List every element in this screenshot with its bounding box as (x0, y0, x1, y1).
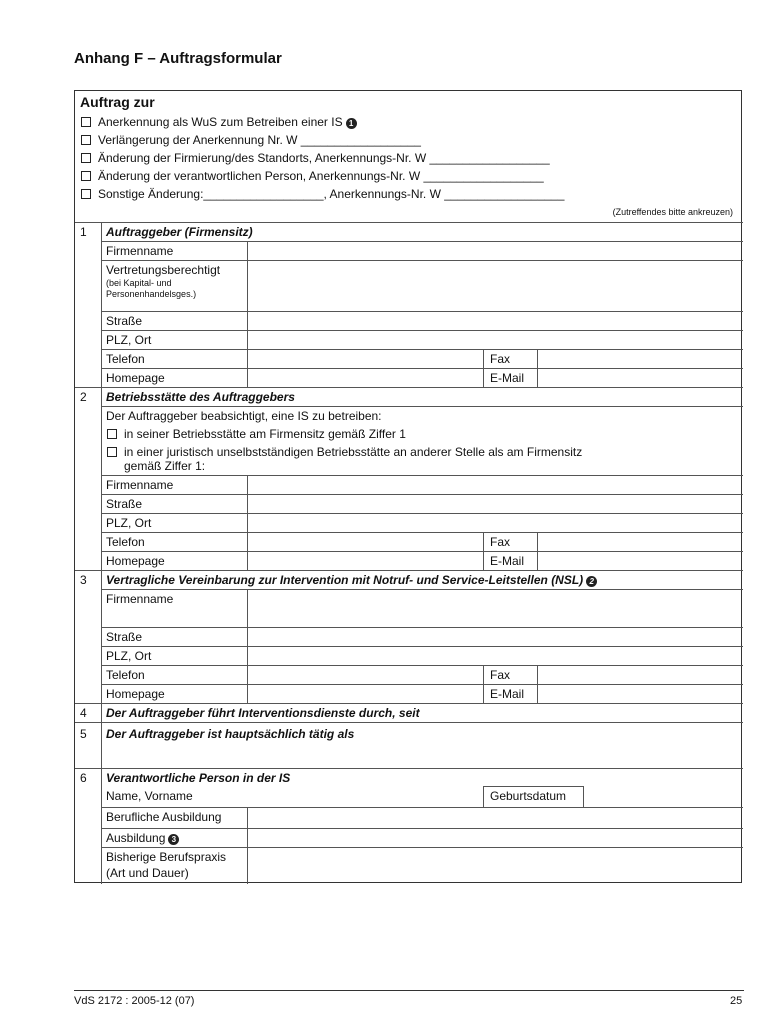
field-label (106, 831, 179, 845)
field-label-text: Ausbildung (106, 831, 166, 845)
order-form (74, 90, 742, 883)
field-label: Bisherige Berufspraxis (106, 850, 227, 864)
section-intro: Der Auftraggeber beabsichtigt, eine IS zu betreiben: (106, 409, 382, 423)
order-heading: Auftrag zur (80, 94, 155, 110)
section-number: 2 (80, 390, 87, 404)
field-label: Straße (106, 630, 143, 644)
option-andere-stelle[interactable]: in einer juristisch unselbstständigen Betriebsstätte an anderer Stelle als am Firmensitz (107, 445, 582, 459)
order-option-firmierung[interactable]: Änderung der Firmierung/des Standorts, Anerkennungs-Nr. W __________________ (81, 151, 550, 165)
field-label: Telefon (106, 535, 145, 549)
field-label: Firmenname (106, 244, 174, 258)
field-label: Firmenname (106, 478, 174, 492)
field-note: (bei Kapital- und (106, 278, 172, 288)
field-label: Straße (106, 314, 143, 328)
section-heading: Verantwortliche Person in der IS (106, 771, 291, 785)
footer-divider (74, 990, 744, 991)
order-option-sonstige[interactable]: Sonstige Änderung:__________________, Anerkennungs-Nr. W __________________ (81, 187, 564, 201)
field-note: Personenhandelsges.) (106, 289, 197, 299)
field-label: E-Mail (490, 371, 525, 385)
field-label: Fax (490, 668, 511, 682)
section-heading: Betriebsstätte des Auftraggebers (106, 390, 295, 404)
footer-doc-id: VdS 2172 : 2005-12 (07) (74, 995, 195, 1007)
order-option-person[interactable]: Änderung der verantwortlichen Person, Anerkennungs-Nr. W __________________ (81, 169, 544, 183)
field-label: (Art und Dauer) (106, 866, 189, 880)
field-label: E-Mail (490, 554, 525, 568)
option-continuation: gemäß Ziffer 1: (124, 459, 206, 473)
field-label: Telefon (106, 352, 145, 366)
checkbox[interactable] (81, 135, 91, 145)
field-label: Homepage (106, 371, 165, 385)
field-label: Geburtsdatum (490, 789, 567, 803)
section-number: 6 (80, 771, 87, 785)
checkbox[interactable] (81, 153, 91, 163)
field-label: Berufliche Ausbildung (106, 810, 222, 824)
field-label: Straße (106, 497, 143, 511)
option-firmensitz[interactable]: in seiner Betriebsstätte am Firmensitz gemäß Ziffer 1 (107, 427, 406, 441)
field-label: E-Mail (490, 687, 525, 701)
order-option-anerkennung[interactable]: Anerkennung als WuS zum Betreiben einer IS 1 (81, 115, 357, 129)
checkbox[interactable] (107, 429, 117, 439)
order-note: (Zutreffendes bitte ankreuzen) (612, 207, 733, 217)
field-label: Name, Vorname (106, 789, 193, 803)
field-label: PLZ, Ort (106, 516, 152, 530)
section-heading-text: Vertragliche Vereinbarung zur Intervention mit Notruf- und Service-Leitstellen (NSL) (106, 573, 584, 587)
page-number: 25 (730, 995, 743, 1007)
section-heading: Der Auftraggeber führt Interventionsdienste durch, seit (106, 706, 420, 720)
checkbox[interactable] (81, 189, 91, 199)
checkbox[interactable] (81, 117, 91, 127)
section-heading (106, 573, 597, 587)
checkbox[interactable] (81, 171, 91, 181)
field-label: Fax (490, 535, 511, 549)
field-label: PLZ, Ort (106, 649, 152, 663)
section-heading: Auftraggeber (Firmensitz) (106, 225, 253, 239)
field-label: Fax (490, 352, 511, 366)
footnote-badge-3: 3 (168, 834, 179, 845)
checkbox[interactable] (107, 447, 117, 457)
footnote-badge-2: 2 (586, 576, 597, 587)
field-label: Homepage (106, 687, 165, 701)
field-label: PLZ, Ort (106, 333, 152, 347)
order-option-verlaengerung[interactable]: Verlängerung der Anerkennung Nr. W __________________ (81, 133, 421, 147)
field-label: Homepage (106, 554, 165, 568)
section-number: 1 (80, 225, 87, 239)
section-number: 3 (80, 573, 87, 587)
section-number: 5 (80, 727, 87, 741)
field-label: Telefon (106, 668, 145, 682)
field-label: Firmenname (106, 592, 174, 606)
section-heading: Der Auftraggeber ist hauptsächlich tätig als (106, 727, 355, 741)
page-title: Anhang F – Auftragsformular (74, 50, 282, 67)
section-number: 4 (80, 706, 87, 720)
footnote-badge-1: 1 (346, 118, 357, 129)
field-label: Vertretungsberechtigt (106, 263, 221, 277)
